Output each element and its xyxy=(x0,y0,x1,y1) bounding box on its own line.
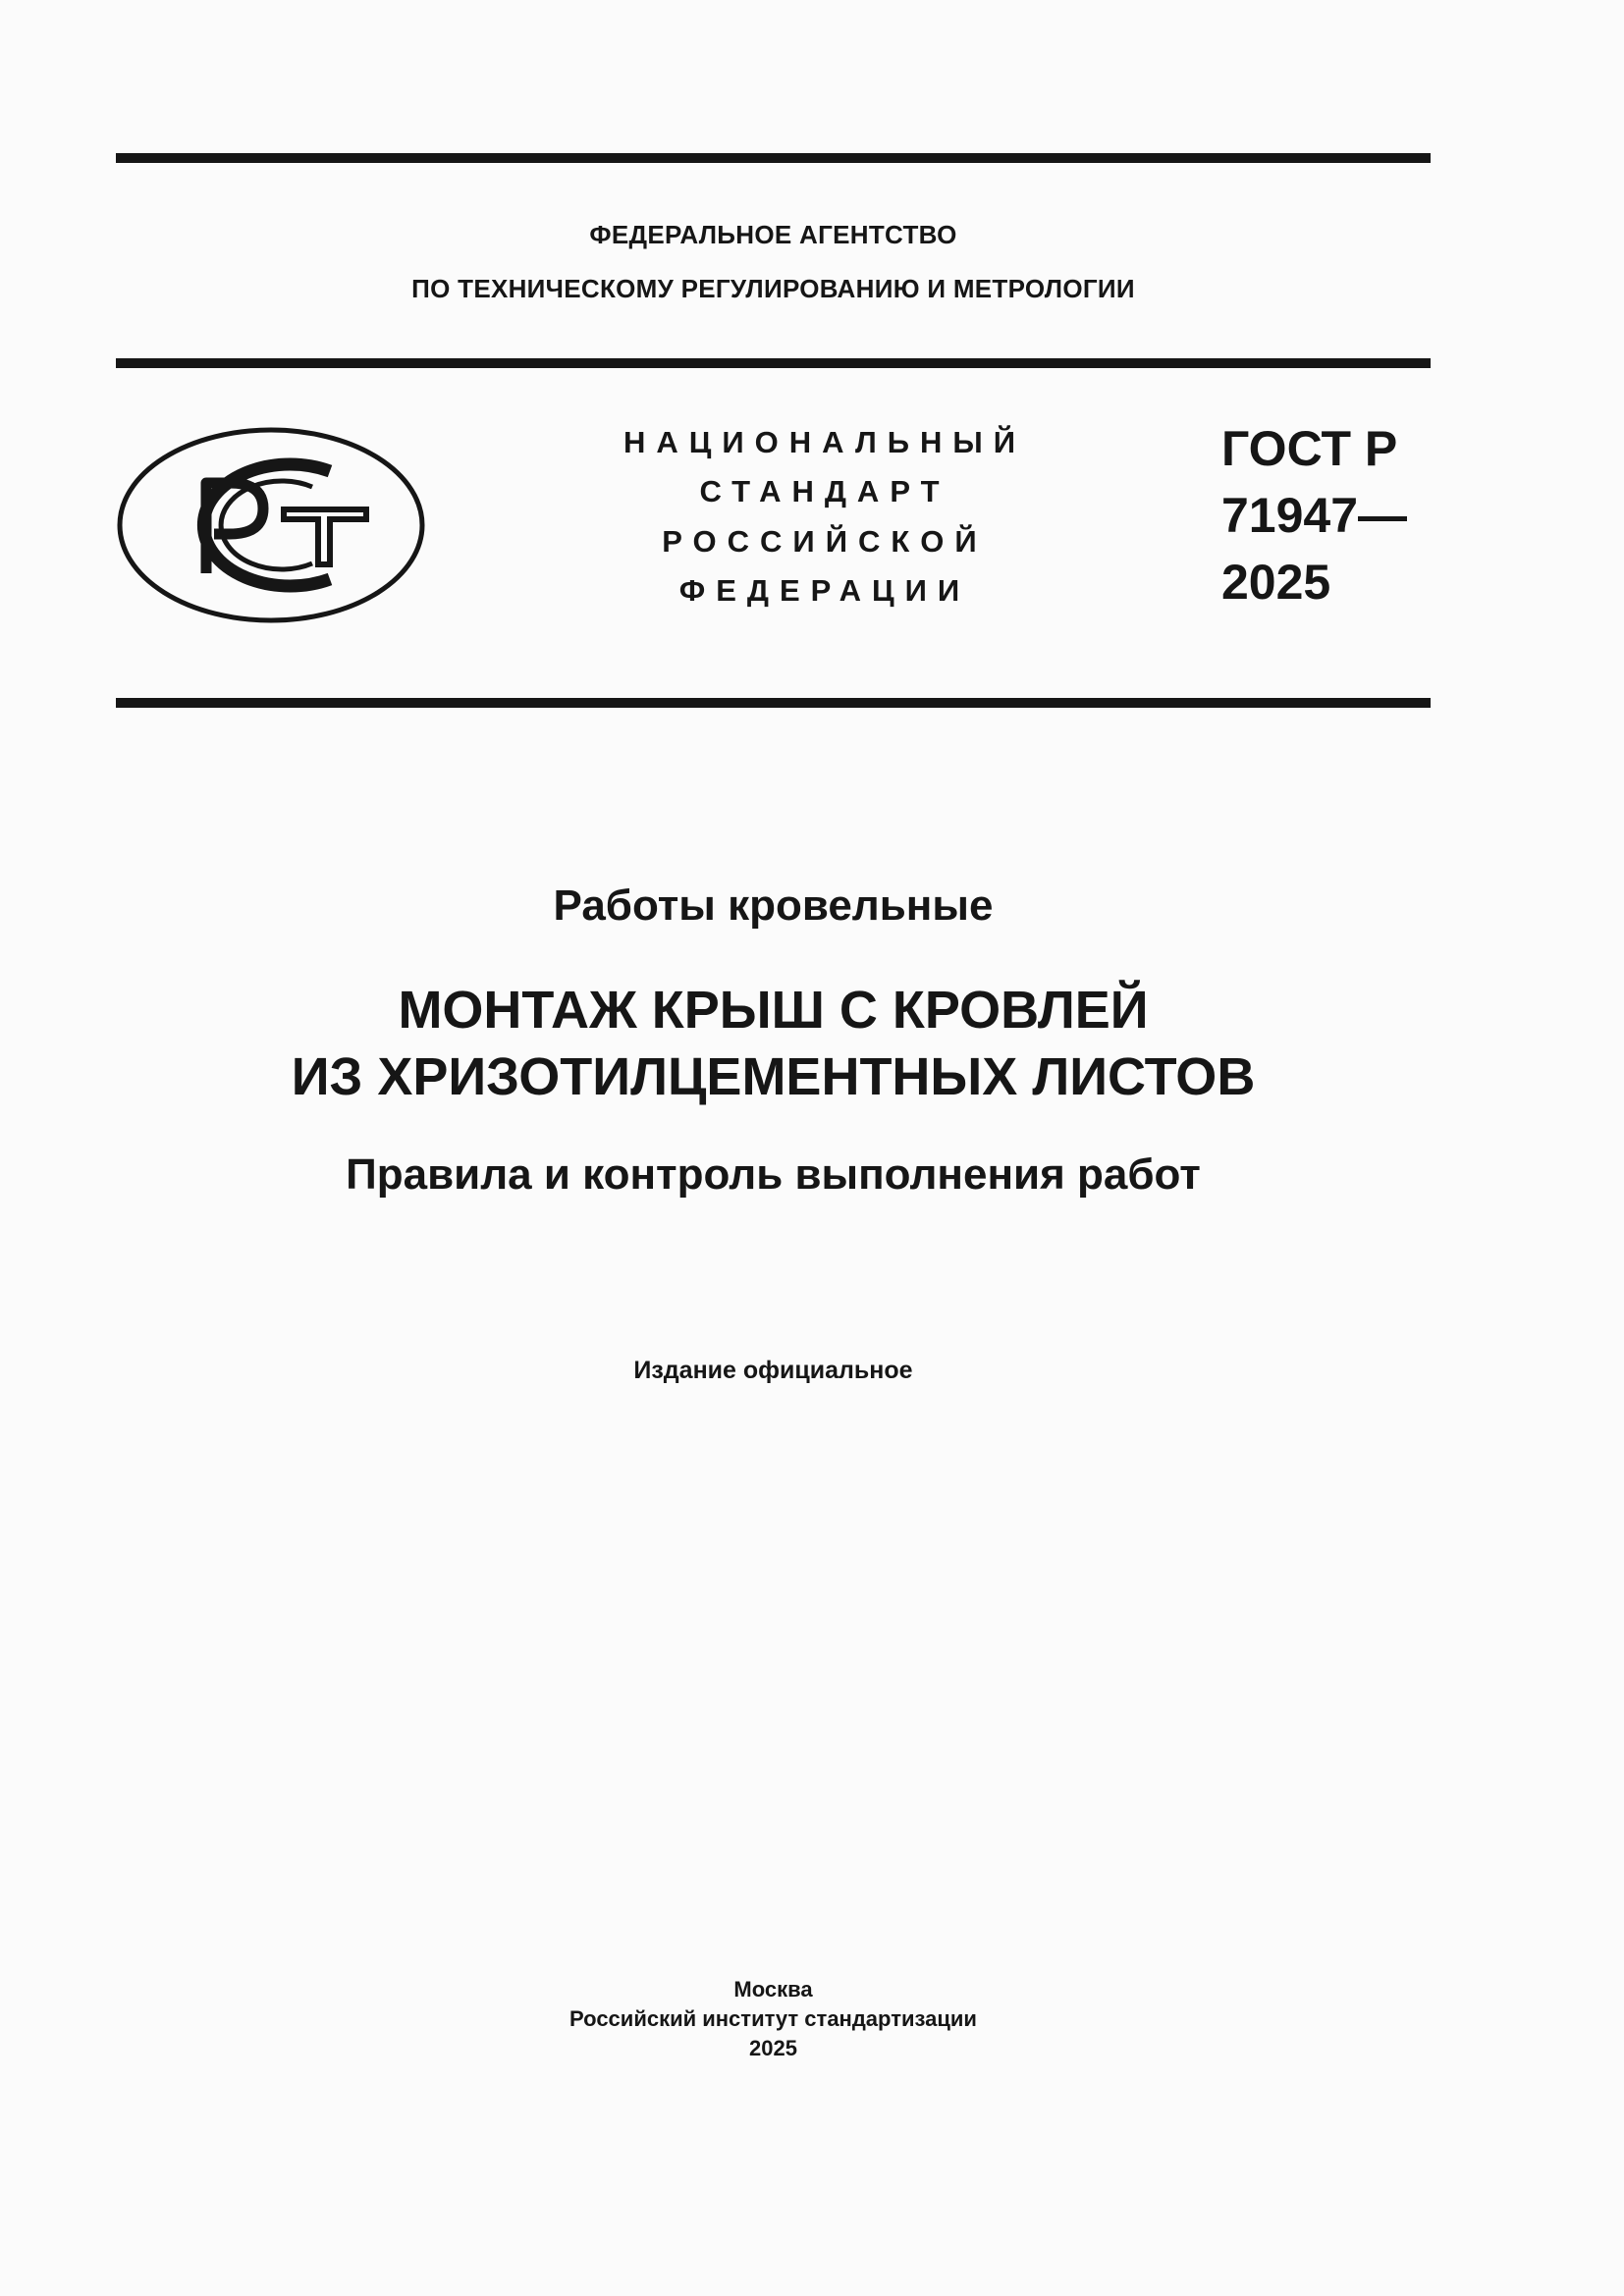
edition-note: Издание официальное xyxy=(633,1357,913,1384)
designation-line2: 71947— xyxy=(1221,488,1408,543)
top-divider xyxy=(116,153,1431,163)
document-subtitle-bottom: Правила и контроль выполнения работ xyxy=(346,1150,1201,1199)
standard-type-line4: ФЕДЕРАЦИИ xyxy=(678,573,971,608)
designation-line1: ГОСТ Р xyxy=(1221,421,1398,476)
document-title-line2: ИЗ ХРИЗОТИЛЦЕМЕНТНЫХ ЛИСТОВ xyxy=(291,1047,1256,1106)
document-subtitle-top: Работы кровельные xyxy=(553,881,994,930)
imprint-publisher: Российский институт стандартизации xyxy=(569,2006,977,2031)
standard-type-line2: СТАНДАРТ xyxy=(699,474,950,508)
designation-line3: 2025 xyxy=(1221,555,1331,610)
header-divider xyxy=(116,358,1431,368)
rst-emblem-icon xyxy=(116,426,426,624)
document-title-line1: МОНТАЖ КРЫШ С КРОВЛЕЙ xyxy=(398,981,1149,1040)
standard-type-line1: НАЦИОНАЛЬНЫЙ xyxy=(623,425,1027,459)
agency-name-line1: ФЕДЕРАЛЬНОЕ АГЕНТСТВО xyxy=(589,220,957,249)
agency-name-line2: ПО ТЕХНИЧЕСКОМУ РЕГУЛИРОВАНИЮ И МЕТРОЛОГИИ xyxy=(411,274,1135,303)
standard-type-line3: РОССИЙСКОЙ xyxy=(662,524,988,559)
imprint-year: 2025 xyxy=(749,2036,797,2060)
imprint-city: Москва xyxy=(733,1977,813,2002)
title-block-divider xyxy=(116,698,1431,708)
